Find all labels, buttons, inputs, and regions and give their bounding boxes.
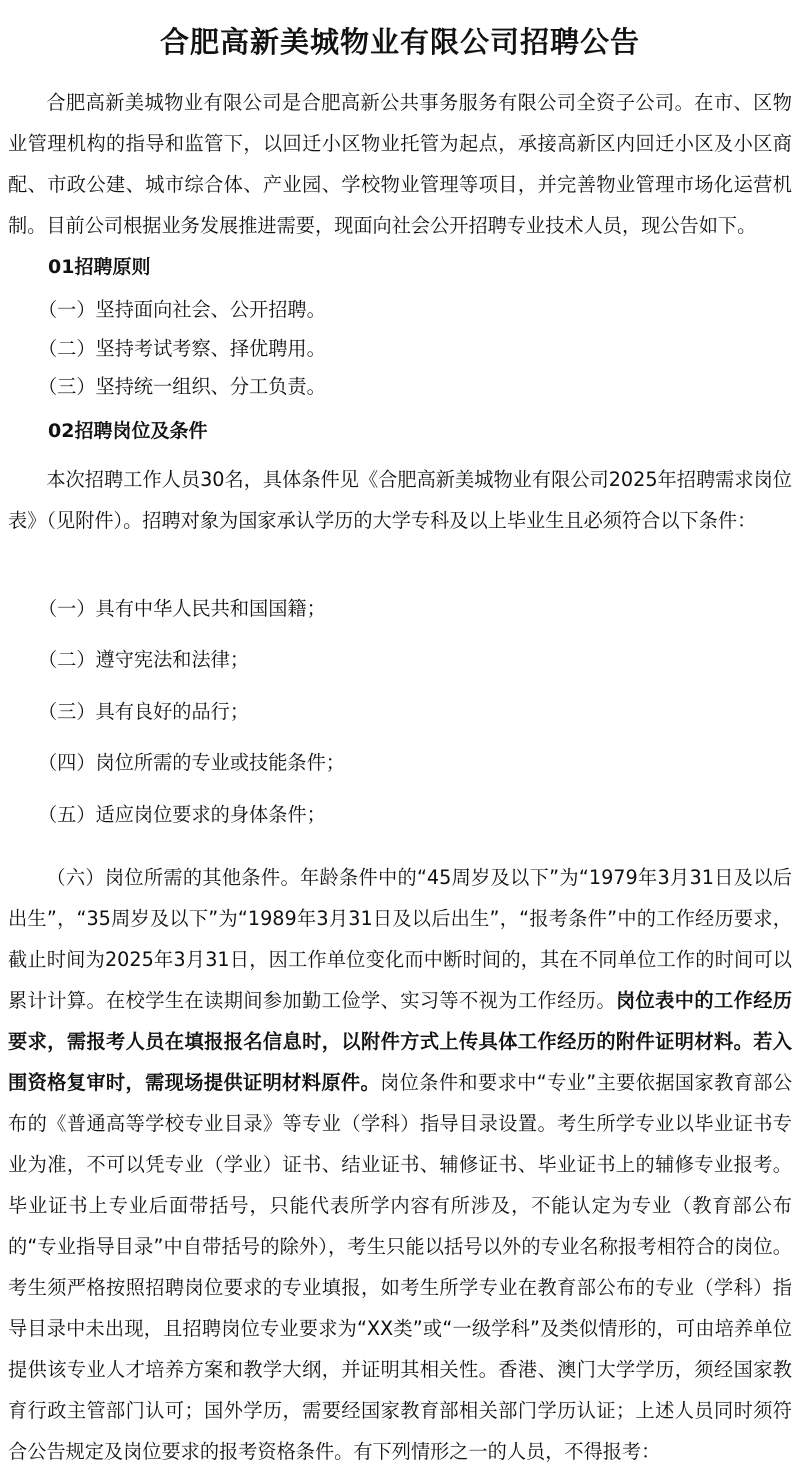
section-heading-positions: 02招聘岗位及条件 [48, 420, 208, 442]
condition-item: （三）具有良好的品行； [38, 700, 250, 723]
condition-6-emphasis: 岗位表中的工作经历要求，需报考人员在填报报名信息时，以附件方式上传具体工作经历的附件证明材料。若入围资格复审时，需现场提供证明材料原件。 [8, 989, 793, 1094]
condition-6-paragraph [8, 857, 792, 1472]
positions-intro-paragraph: 本次招聘工作人员30名，具体条件见《合肥高新美城物业有限公司2025年招聘需求岗位表》（见附件）。招聘对象为国家承认学历的大学专科及以上毕业生且必须符合以下条件： [8, 468, 792, 532]
condition-item: （二）遵守宪法和法律； [38, 648, 250, 671]
principle-item: （三）坚持统一组织、分工负责。 [38, 375, 326, 398]
condition-item: （五）适应岗位要求的身体条件； [38, 803, 326, 826]
section-heading-principles: 01招聘原则 [48, 256, 151, 278]
intro-paragraph: 合肥高新美城物业有限公司是合肥高新公共事务服务有限公司全资子公司。在市、区物业管理机构的指导和监管下，以回迁小区物业托管为起点，承接高新区内回迁小区及小区商配、市政公建、城市综合体、产业园、学校物业管理等项目，并完善物业管理市场化运营机制。目前公司根据业务发展推进需要，现面向社会公开招聘专业技术人员，现公告如下。 [8, 91, 792, 237]
condition-6-text-continued: 岗位条件和要求中“专业”主要依据国家教育部公布的《普通高等学校专业目录》等专业（学科）指导目录设置。考生所学专业以毕业证书专业为准，不可以凭专业（学业）证书、结业证书、辅修证书、毕业证书上的辅修专业报考。毕业证书上专业后面带括号，只能代表所学内容有所涉及，不能认定为专业（教育部公布的“专业指导目录”中自带括号的除外），考生只能以括号以外的专业名称报考相符合的岗位。考生须严格按照招聘岗位要求的专业填报，如考生所学专业在教育部公布的专业（学科）指导目录中未出现，且招聘岗位专业要求为“XX类”或“一级学科”及类似情形的，可由培养单位提供该专业人才培养方案和教学大纲，并证明其相关性。香港、澳门大学学历，须经国家教育行政主管部门认可；国外学历，需要经国家教育部相关部门学历认证；上述人员同时须符合公告规定及岗位要求的报考资格条件。有下列情形之一的人员，不得报考： [8, 1071, 793, 1463]
condition-item: （一）具有中华人民共和国国籍； [38, 597, 326, 620]
condition-6-text: （六）岗位所需的其他条件。年龄条件中的“45周岁及以下”为“1979年3月31日及以后出生”，“35周岁及以下”为“1989年3月31日及以后出生”，“报考条件”中的工作经历要求，截止时间为2025年3月31日，因工作单位变化而中断时间的，其在不同单位工作的时间可以累计计算。在校学生在读期间参加勤工俭学、实习等不视为工作经历。 [8, 866, 792, 1012]
principle-item: （二）坚持考试考察、择优聘用。 [38, 337, 326, 360]
page-title: 合肥高新美城物业有限公司招聘公告 [159, 25, 640, 59]
condition-item: （四）岗位所需的专业或技能条件； [38, 751, 345, 774]
principle-item: （一）坚持面向社会、公开招聘。 [38, 298, 326, 321]
